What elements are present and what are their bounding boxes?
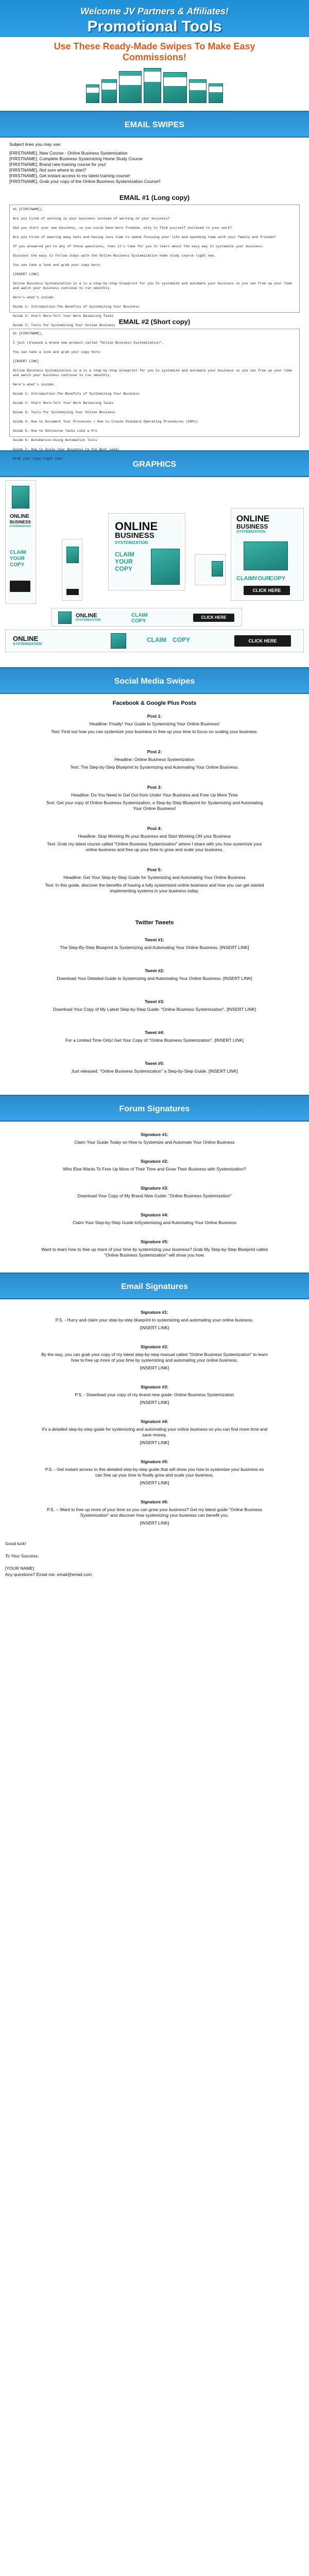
banner-business-text: BUSINESS xyxy=(236,523,268,530)
banner-systemization-text: SYSTEMIZATION xyxy=(76,619,101,622)
post-label: Post 3: xyxy=(147,785,162,790)
post-headline: Headline: Online Business Systemization xyxy=(114,757,195,762)
email-sig-label: Signature #6: xyxy=(141,1499,168,1504)
email-sig-link[interactable]: [INSERT LINK] xyxy=(140,1400,169,1405)
banner-copy-text: COPY xyxy=(131,618,146,624)
email-sig-item xyxy=(41,1310,268,1331)
banner-click-here: CLICK HERE xyxy=(193,614,234,622)
subject-line: [FIRSTNAME], New Course - Online Business Systemization xyxy=(9,150,128,156)
product-box-image xyxy=(209,83,223,103)
forum-sig-text: Claim Your Step-by-Step Guide toSystemizing and Automating Your Online Business xyxy=(73,1220,236,1225)
hero-banner xyxy=(0,0,309,37)
email-sig-item xyxy=(41,1384,268,1405)
product-box-image xyxy=(144,68,161,103)
tweet-item xyxy=(41,999,268,1012)
tweet-item xyxy=(41,968,268,981)
posts-list xyxy=(0,714,309,894)
banner-leaderboard-1[interactable] xyxy=(52,608,242,626)
banner-small-square[interactable] xyxy=(195,554,226,585)
banner-leaderboard-2[interactable] xyxy=(5,630,304,652)
banner-systemization-text: SYSTEMIZATION xyxy=(10,525,31,528)
forum-sigs-list xyxy=(0,1132,309,1258)
email1-textarea[interactable]: Hi [FIRSTNAME], Are you tired of working in your business instead of working on your business? Did you start your own business, so you could have more freedom, only to find yourself enslaved to your work? Are you tired of wearing many hats and having less time to spend focusing your life and spending time with your family and friends? If you answered yes to any of these questions, then it's time for you to learn about the easy way to systemize your business. Discover the easy to follow steps with the Online Business Systemization home study course right now. You can take a look and grab your copy here: [INSERT LINK] Online Business Systemization is a is a step-by-step blueprint for you to systemize and automate your business so you can free up your time and watch your business continue to run smoothly. Here's what's inside: Guide 1: Introduction-The Benefits of Systemizing Your Business Guide 2: Start Here-Tell Your Work Balancing Tasks Guide 3: Tools for Systemizing Your Online Business xyxy=(9,205,300,313)
tweet-text: Download Your Detailed Guide to Systemizing and Automating Your Online Business. [INSERT LINK] xyxy=(57,976,252,981)
email-sigs-list xyxy=(0,1310,309,1526)
subject-lines xyxy=(0,138,309,189)
closing-contact[interactable]: Any questions? Email me: email@email.com xyxy=(5,1572,92,1577)
product-box-image xyxy=(86,84,99,103)
banner-claim-text: CLAIM xyxy=(10,550,26,555)
banner-online-text: ONLINE xyxy=(236,514,270,523)
forum-sig-label: Signature #3: xyxy=(141,1185,168,1191)
email2-title: EMAIL #2 (Short copy) xyxy=(118,318,191,326)
tweet-item xyxy=(41,937,268,951)
banner-online-text: ONLINE xyxy=(115,520,158,533)
email-sig-item xyxy=(41,1459,268,1486)
subject-line: [FIRSTNAME], Grab your copy of the Online Business Systemization Course!! xyxy=(9,179,161,184)
banner-business-text: BUSINESS xyxy=(115,531,154,540)
tweet-label: Tweet #5: xyxy=(144,1061,165,1066)
tweet-item xyxy=(41,1030,268,1043)
email-sig-label: Signature #1: xyxy=(141,1310,168,1315)
forum-sig-text: Who Else Wants To Free Up More of Their Time and Grow Their Business with Systemization? xyxy=(63,1166,246,1172)
post-label: Post 4: xyxy=(147,826,162,831)
facebook-title: Facebook & Google Plus Posts xyxy=(112,700,197,706)
post-headline: Headline: Stop Working IN your Business and Start Working ON your Business xyxy=(78,834,231,839)
forum-heading: Forum Signatures xyxy=(0,1095,309,1122)
email-sig-text: P.S. - Hurry and claim your step-by-step blueprint to systemizing and automating your online business. xyxy=(55,1317,254,1323)
post-label: Post 2: xyxy=(147,749,162,754)
post-item xyxy=(41,749,268,770)
tweet-text: Download Your Copy of My Latest Step-by-Step Guide: "Online Business Systemization". [INSERT LINK] xyxy=(53,1007,256,1012)
closing-name: [YOUR NAME] xyxy=(5,1566,35,1571)
email-sig-text: It's a detailed step-by-step guide for systemizing and automating your online business so you can find more time and save money. xyxy=(41,1427,268,1437)
twitter-title: Twitter Tweets xyxy=(135,920,174,926)
email1-title: EMAIL #1 (Long copy) xyxy=(119,194,190,201)
hero-section xyxy=(0,0,309,111)
post-item xyxy=(41,867,268,894)
banner-online-text: ONLINE xyxy=(76,613,97,619)
banner-copy-text: COPY xyxy=(115,565,133,572)
hero-subtitle xyxy=(0,41,309,63)
forum-sig-label: Signature #2: xyxy=(141,1159,168,1164)
banner-claim-text: CLAIM xyxy=(115,551,134,558)
forum-sig-text: Want to learn how to free up more of your time by systemizing your business? Grab My Step-by-Step Blueprint called "Online Business Systemization" will show you how. xyxy=(41,1247,268,1258)
forum-sig-item xyxy=(41,1132,268,1145)
banner-claim-text: CLAIM xyxy=(236,575,254,582)
post-item xyxy=(41,714,268,735)
forum-sig-text: Claim Your Guide Today on How to Systemize and Automate Your Online Business xyxy=(74,1140,235,1145)
post-text: Text: Find out how you can systemize your business to free up your time to focus on scaling your business. xyxy=(51,729,258,734)
subject-line: [FIRSTNAME], Get instant access to my latest training course! xyxy=(9,173,130,178)
product-box-image xyxy=(101,79,117,103)
email-sig-link[interactable]: [INSERT LINK] xyxy=(140,1365,169,1370)
tweet-label: Tweet #3: xyxy=(144,999,165,1004)
banner-online-text: ONLINE xyxy=(10,514,29,519)
banner-copy-text: COPY xyxy=(269,575,286,582)
hero-subtitle-line1: Use These Ready-Made Swipes To Make Easy xyxy=(54,41,255,52)
banner-skyscraper[interactable] xyxy=(5,480,36,604)
tweet-text: Just released: "Online Business Systemization" a Step-by-Step Guide. [INSERT LINK] xyxy=(71,1069,238,1074)
email-sig-item xyxy=(41,1419,268,1446)
forum-sig-label: Signature #5: xyxy=(141,1239,168,1244)
email-sig-item xyxy=(41,1499,268,1526)
product-box-image xyxy=(163,72,187,103)
tweet-item xyxy=(41,1061,268,1074)
product-image-group xyxy=(0,67,309,103)
subject-line: [FIRSTNAME], Not sure where to start? xyxy=(9,167,87,173)
subject-line: [FIRSTNAME], Complete Business Systemizing Home Study Course xyxy=(9,156,143,161)
banner-copy-text: COPY xyxy=(173,636,191,643)
tweets-list xyxy=(0,937,309,1074)
hero-subtitle-line2: Commissions! xyxy=(122,52,187,62)
post-label: Post 1: xyxy=(147,714,162,719)
email-sig-link[interactable]: [INSERT LINK] xyxy=(140,1520,169,1526)
forum-sig-item xyxy=(41,1159,268,1172)
email-sig-label: Signature #5: xyxy=(141,1459,168,1464)
banner-online-text: ONLINE xyxy=(13,635,39,642)
hero-welcome: Welcome JV Partners & Affiliates! xyxy=(80,6,229,16)
banner-rectangle[interactable] xyxy=(231,508,304,601)
post-text: Text: Grab my latest course called "Online Business Systemization" where I share with you how systemize your online business and free up your time to grow and scale your business. xyxy=(47,841,262,852)
email-sig-label: Signature #2: xyxy=(141,1344,168,1349)
email-swipes-heading: EMAIL SWIPES xyxy=(0,111,309,138)
graphics-heading: GRAPHICS xyxy=(0,450,309,477)
email-sigs-heading: Email Signatures xyxy=(0,1273,309,1299)
banner-click-here: CLICK HERE xyxy=(234,635,291,647)
banner-your-text: YOUR xyxy=(10,556,25,562)
banner-systemization-text: SYSTEMIZATION xyxy=(13,642,42,646)
banner-claim-text: CLAIM xyxy=(131,613,148,618)
email-sig-link[interactable]: [INSERT LINK] xyxy=(140,1325,169,1330)
email-sig-label: Signature #4: xyxy=(141,1419,168,1424)
email-sig-text: P.S. - Download your copy of my brand new guide: Online Business Systemization xyxy=(75,1392,234,1397)
post-item xyxy=(41,826,268,853)
email-sig-label: Signature #3: xyxy=(141,1384,168,1389)
forum-sig-item xyxy=(41,1185,268,1199)
product-box-image xyxy=(189,79,207,103)
email-sig-text: P.S. -- Want to free up more of your time so you can grow your business? Get my latest guide "Online Business Systemization" and discover how systemizing your business can benefit you. xyxy=(47,1507,262,1518)
email-sig-text: By the way, you can grab your copy of my latest step-by-step manual called "Online Business Systemization" to learn how to free up more of your time by systemizing and automating your online business. xyxy=(41,1352,268,1363)
banner-systemization-text: SYSTEMIZATION xyxy=(115,540,148,545)
tweet-text: For a Limited Time Only! Get Your Copy of "Online Business Systemization". [INSERT LINK] xyxy=(65,1038,244,1043)
graphics-section xyxy=(0,477,309,655)
forum-sig-label: Signature #1: xyxy=(141,1132,168,1137)
email-sig-link[interactable]: [INSERT LINK] xyxy=(140,1480,169,1485)
banner-your-text: YOUR xyxy=(115,558,133,565)
banner-button xyxy=(66,589,79,595)
forum-sig-item xyxy=(41,1239,268,1258)
post-text: Text: In this guide, discover the benefits of having a fully systemized online business and how you can get started implementing systems in your business today. xyxy=(45,883,264,893)
post-headline: Headline: Finally! Your Guide to Systemizing Your Online Business! xyxy=(89,721,220,726)
banner-button xyxy=(10,581,30,592)
email-sig-text: P.S. - Get instant access to this detailed step-by-step guide that will show you how to systemize your business so can free up your time to finally grow and scale your business. xyxy=(45,1467,264,1478)
email-sig-link[interactable]: [INSERT LINK] xyxy=(140,1440,169,1445)
post-text: Text: The Step-by-Step Blueprint to Systemizing and Automating Your Online Business. xyxy=(70,765,239,770)
banner-your-text: YOUR xyxy=(254,575,270,582)
closing-success: To Your Success, xyxy=(5,1553,39,1558)
social-heading: Social Media Swipes xyxy=(0,667,309,694)
subject-line: [FIRSTNAME], Brand new training course for you! xyxy=(9,162,107,167)
post-label: Post 5: xyxy=(147,867,162,872)
banner-copy-text: COPY xyxy=(10,562,25,568)
banner-business-text: BUSINESS xyxy=(10,520,31,524)
subjects-lead: Subject lines you may use: xyxy=(9,142,62,147)
post-text: Text: Get your copy of Online Business Systemization, a Step-by-Step Blueprint for Systemizing and Automating Your Online Business! xyxy=(46,800,263,811)
banner-systemization-text: SYSTEMIZATION xyxy=(236,530,266,534)
banner-square[interactable] xyxy=(108,513,185,590)
tweet-label: Tweet #1: xyxy=(144,937,165,942)
banner-click-here: CLICK HERE xyxy=(244,586,290,595)
forum-sig-label: Signature #4: xyxy=(141,1212,168,1217)
tweet-label: Tweet #2: xyxy=(144,968,165,973)
email-sig-item xyxy=(41,1344,268,1371)
post-headline: Headline: Do You Need to Get Out from Under Your Business and Free Up More Time xyxy=(71,792,238,798)
hero-title: Promotional Tools xyxy=(87,18,222,35)
closing-good-luck: Good luck! xyxy=(5,1541,26,1546)
tweet-text: The Step-By-Step Blueprint to Systemizing and Automating Your Online Business. [INSERT LINK] xyxy=(60,945,249,950)
closing-block xyxy=(0,1540,309,1578)
email2-textarea[interactable]: Hi [FIRSTNAME], I just released a brand new product called "Online Business Systemization". You can take a look and grab your copy here: [INSERT LINK] Online Business Systemization is a is a step-by-step blueprint for you to systemize and automate your business so you can free up your time and watch your business continue to run smoothly. Here's what's inside: Guide 1: Introduction-The Benefits of Systemizing Your Business Guide 2: Start Here-Tell Your Work Balancing Tasks Guide 3: Tools for Systemizing Your Online Business Guide 4: How to Document Your Processes + How to Create Standard Operating Procedures (SOPs) Guide 5: How to Outsource Tasks Like a Pro Guide 6: Automation-Using Automation Tools Guide 7: How to Scale Your Business to the Next Level Grab your copy right now! xyxy=(9,329,300,437)
banner-small-vertical[interactable] xyxy=(62,539,82,601)
post-headline: Headline: Get Your Step-by-Step Guide for Systemizing and Automating Your Online Business xyxy=(63,875,246,880)
forum-sig-text: Download Your Copy of My Brand New Guide: "Online Business Systemization" xyxy=(77,1193,232,1198)
banner-claim-text: CLAIM xyxy=(147,636,166,643)
product-box-image xyxy=(119,71,142,103)
forum-sig-item xyxy=(41,1212,268,1226)
post-item xyxy=(41,785,268,811)
tweet-label: Tweet #4: xyxy=(144,1030,165,1035)
